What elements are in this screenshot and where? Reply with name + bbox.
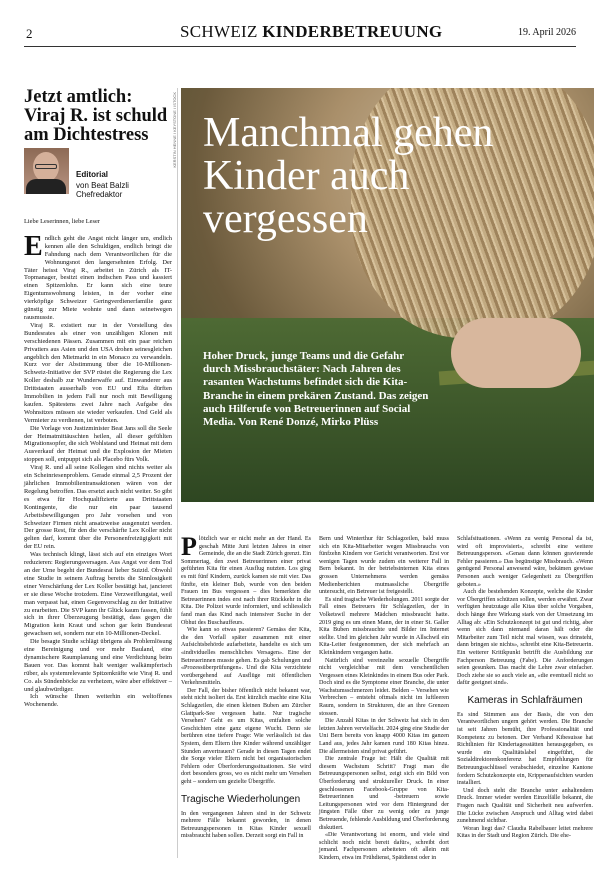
article-dropcap: P [181, 532, 197, 561]
article-paragraph: Natürlich sind vereinzelte sexuelle Übergriffe nicht vergleichbar mit dem verschentlichen Vergessen eines Kleinkindes in einem Bus oder Park. Doch sind es die Symptome einer Branche, die unter Wachstumsschmerzen leidet. Belden – Versehen wie Verbrechen – entsteht oftmals nicht im luftleeren Raum, sondern in Strukturen, die an ihre Grenzen stossen. [319, 657, 449, 717]
article-column-1 [181, 532, 311, 841]
feature-lead: Hoher Druck, junge Teams und die Gefahr durch Missbrauchstäter: Nach Jahren des rasanten Wachstums befindet sich die Kita-Branche in einem prekären Zustand. Das zeigen auch Hilferufe von Betreuerinnen auf Social Media. Von René Donzé, Mirko Plüss [203, 350, 429, 429]
article-paragraph: Es sind Stimmen aus der Basis, die von den Verantwortlichen ungern gehört werden. Die Branche ist seit Jahren bemüht, ihre Professionalität und Kompetenz zu betonen. Der Verband Kibesuisse hat Richtlinien für Kindertagesstätten herausgegeben, es wurde ein Qualitätslabel eingeführt, die Sozialdirektorenkonferenz hat Empfehlungen für Betreuungsschlüssel verabschiedet, einzelne Kantone fordern Schutzkonzepte ein, Krippenaufsichten wurden installiert. [457, 711, 593, 787]
editorial-signoff: Ich wünsche Ihnen weiterhin ein weltoffenes Wochenende. [24, 693, 172, 709]
author-role: Chefredaktor [76, 190, 123, 199]
editorial-paragraph: Viraj R. existiert nur in der Vorstellung des Bundesrates als einer von unzähligen Klonen mit verschiedenen Pässen. Zusammen mit ein paar reichen Privatiers aus Asien und den USA drohen seinesgleichen angeblich den Mietmarkt in ein Monaco zu verwandeln. Kurz vor der Abstimmung über die 10-Millionen-Schweiz-Initiative der SVP rüstet die Regierung die Lex Koller deshalb zur Wunderwaffe auf. Einwanderer aus Drittstaaten ausserhalb von EU und Efta dürften Immobilien in jedem Fall nur noch mit Bewilligung kaufen. Spätestens zwei Jahre nach Aufgabe des Wohnsitzes müssen sie wieder verkaufen. Und Geld als Vermieter zu verdienen, ist verboten. [24, 321, 172, 424]
article-column-3 [457, 536, 593, 841]
article-paragraph: Bern und Winterthur für Schlagzeilen, bald muss sich ein Kita-Mitarbeiter wegen Missbrauchs von fünfzehn Kindern vor Gericht verantworten. Erst vor wenigen Tagen wurde zudem ein weiterer Fall in Bern bekannt. In der betriebsinternen Kita eines grossen Unternehmens werden gemäss Medienberichten mutmassliche Übergriffe untersucht, ein Betreuer ist freigestellt. [319, 536, 449, 596]
editorial-block [24, 87, 174, 199]
editorial-salutation: Liebe Leserinnen, liebe Leser [24, 218, 100, 225]
author-name: von Beat Balzli [76, 181, 129, 190]
section-name: SCHWEIZ [180, 22, 258, 41]
editorial-headline: Jetzt amtlich: Viraj R. ist schuld am Dichtestress [24, 87, 168, 145]
article-paragraph: «Die Verantwortung ist enorm, und viele sind schlicht noch nicht bereit dafür», schreibt dort jemand. Fachpersonen arbeiteten oft allein mit Kindern, etwa im Frühdienst, Spätdienst oder in [319, 832, 449, 861]
editorial-label: Editorial [76, 170, 109, 179]
article-subheading: Kameras in Schlafräumen [467, 694, 583, 706]
editorial-paragraph: Die besagte Studie schlägt übrigens als Problemlösung eine Bereinigung und vor mehr Bauland, eine dynamischere Raumplanung und eine Verdichtung beim Bauen vor. Das kommt halt weniger walkämpferisch rüber, als systemrelevante Spitzenkräfte wie Viraj R. und Co. als Sündenböcke zu verheizen, wäre aber effektiver – und glaubwürdiger. [24, 638, 172, 693]
photo-credit: KERSTIN HENNE / KEYSTONE / ISTOCK [172, 92, 177, 168]
article-paragraph: Schlafsituationen. «Wenn zu wenig Personal da ist, wird oft improvisiert», schreibt eine weitere Betreuungsperson. «Genau dann können gravierende Fehler passieren.» Das begünstige Missbrauch. «Wenn genügend Personal anwesend wäre, bekämen gewisse Personen auch weniger Gelegenheit zu Übergriffen geboten.» [457, 536, 593, 588]
article-paragraph: Auch die bestehenden Konzepte, welche die Kinder vor Übergriffen schützen sollen, werden erwähnt. Zwar verfügten heutzutage alle Kitas über solche Vorgaben, doch hänge ihre Wirkung stark von der Umsetzung im Alltag ab: «Ein Schutzkonzept ist gut und richtig, aber wenn sich dann niemand daran hält oder die Mitarbeiter zum Teil nicht mal wissen, was drinsteht, dann bringen sie nichts», schreibt eine Kita-Betreuerin. Ein weiterer Kritikpunkt betrifft die Ausbildung zur Fachperson Betreuung (Fabe). Die Anforderungen seien gesunken. Das macht die Lehre zwar einfacher. Doch ziehe sie so auch viele an, «die eventuell nicht so dafür geeignet sind». [457, 589, 593, 687]
editorial-paragraph: Viraj R. und all seine Kollegen sind nichts weiter als ein Scheinriesenproblem. Gerade einmal 2,5 Prozent der jährlichen Immobilientransaktionen wären von der Regelung betroffen. Das ersetzt auch nicht weiter. So gibt es etwa für Hochqualifizierte aus Drittstaaten Kontingente, die nur ein paar tausend Arbeitsbewilligungen pro Jahr vorsehen und von Schweizer Firmen nicht ansatzweise ausgenutzt werden. Der grosse Rest, für den die verschärfte Lex Koller nicht gelten darf, kommt über die Personenfreizügigkeit mit der EU rein. [24, 464, 172, 551]
article-paragraph: Es sind tragische Wiederholungen. 2011 sorgte der Fall eines Betreuers für Schlagzeilen, der in Volketswil mehrere Mädchen missbraucht hatte. 2019 ging es um einen Mann, der in einer St. Galler Kita Buben missbrauchte und Bilder im Internet stellte. Und im gleichen Jahr wurde in Allschwil ein Kita-Leiter festgenommen, der sich mehrfach an Kleinkindern vergangen hatte. [319, 596, 449, 656]
author-avatar [24, 148, 69, 194]
header-rule [24, 46, 576, 47]
article-column-2 [319, 536, 449, 863]
issue-date: 19. April 2026 [517, 27, 576, 38]
section-kicker [180, 22, 442, 42]
article-paragraph: Die Anzahl Kitas in der Schweiz hat sich in den letzten Jahren vervielfacht. 2024 ging eine Studie der Uni Bern bereits von knapp 4000 Kitas im ganzen Land aus, jedes Jahr kamen rund 180 Kitas hinzu. Die allermeisten sind privat geführt. [319, 718, 449, 755]
editorial-dropcap: E [24, 230, 43, 262]
article-paragraph: Wie kann so etwas passieren? Gemäss der Kita, die den Vorfall später zusammen mit einer Aufsichtsbehörde aufarbeitete, handelte es sich um «individuelles menschliches Versagen». Eine der Betreuerinnen musste gehen. Es gab Schulungen und «Prozessüberprüfungen». Und die Kita verzichtete vorübergehend auf Ausflüge mit öffentlichen Verkehrsmitteln. [181, 627, 311, 687]
article-paragraph: Plötzlich war er nicht mehr an der Hand. Es geschah Mitte Juni letzten Jahres in einer Gemeinde, die an die Stadt Zürich grenzt. Ein Sommertag, den zwei Betreuerinnen einer privat geführten Kita für einen Ausflug nutzten. Los ging es mit fünf Kindern, zurück kamen sie mit vier. Das fünfte, ein kleiner Bub, wurde von den beiden Frauen im Bus vergessen – dies bemerkten die Betreuerinnen indes erst nach ihrer Rückkehr in die Kita. Die Polizei wurde informiert, und schliesslich fand man das Kind nach intensiver Suche in der Obhut des Buschauffeurs. [181, 532, 311, 626]
feature-byline: Von René Donzé, Mirko Plüss [238, 416, 379, 429]
article-paragraph: Der Fall, der bisher öffentlich nicht bekannt war, steht nicht isoliert da. Erst kürzlich machte eine Kita Schlagzeilen, die einen kleinen Buben am Zürcher Glattpark-See vergessen hatte. Nur tragische Versehen? Geht es um Kitas, entfalten solche Geschichten eine ganz eigene Wucht. Denn sie berühren eine tiefere Frage: Wie verlässlich ist das System, dem Eltern ihre Kinder während unzähliger Stunden anvertrauen? Gerade in diesen Tagen endet die Sorge vieler Eltern nicht bei organisatorischen Fehlern oder Überforderungssituationen. Sie wird dort besonders gross, wo es nicht mehr um Versehen geht – sondern um gezielte Übergriffe. [181, 687, 311, 785]
feature-photo [181, 88, 594, 502]
editorial-byline [76, 181, 129, 199]
article-paragraph: Und doch steht die Branche unter anhaltendem Druck. Immer wieder werden Einzelfälle bekannt, die Fragen nach Qualität und Sicherheit neu aufwerfen. Die Lücke zwischen Anspruch und Alltag wird dabei zunehmend sichtbar. [457, 787, 593, 825]
article-paragraph: In den vergangenen Jahren sind in der Schweiz mehrere Fälle bekannt geworden, in denen Betreuungspersonen in Kitas Kinder sexuell missbraucht haben sollen. Derzeit sorgt ein Fall in [181, 810, 311, 840]
editorial-paragraph: Endlich geht die Angst nicht länger um, endlich kennen alle den Schuldigen, endlich bringt die Fahndung nach dem Verantwortlichen für die Wohnungsnot den langersehnten Erfolg. Der Täter heisst Viraj R., arbeitet in Zürich als IT-Topmanager, besitzt einen indischen Pass und kassiert einen Spitzenlohn. Er kann sich eine teure Eigentumswohnung leisten, in der vorher eine vierköpfige Schweizer Geringverdienerfamilie ganz günstig zur Miete wohnte und dann seinetwegen rausmusste. [24, 230, 172, 321]
article-paragraph: Die zentrale Frage ist: Hält die Qualität mit diesem Wachstum Schritt? Fragt man die Betreuungspersonen selbst, zeigt sich ein Bild von Überforderung und struktureller Druck. In einer geschlossenen Facebook-Gruppe von Kita-Betreuerinnen und -betreuern sowie Leitungspersonen wird vor dem Hintergrund der jüngsten Fälle über zu wenig oder zu junge Betreuende, fehlende Ausbildung und Überforderung diskutiert. [319, 756, 449, 831]
article-subheading: Tragische Wiederholungen [181, 793, 301, 805]
editorial-body [24, 218, 172, 709]
feature-headline: Manchmal gehen Kinder auch vergessen [203, 110, 494, 242]
page-number: 2 [26, 26, 33, 41]
article-paragraph: Woran liegt das? Claudia Rabelbauer leitet mehrere Kitas in der Stadt und Region Zürich. Die ehe- [457, 825, 593, 840]
section-topic: KINDERBETREUUNG [262, 22, 443, 41]
column-divider [177, 88, 178, 858]
page-header [0, 0, 594, 44]
editorial-paragraph: Die Vorlage von Justizminister Beat Jans soll die Seele der Heimatmittäuschten heilen, all dieser gefühlten Migrationsopfer, die sich Wohlstand und Heimat mit dem Ausverkauf der Heimat und die Explosion der Mieten stoppen soll, entpuppt sich als Placebo fürs Volk. [24, 424, 172, 464]
editorial-paragraph: Was technisch klingt, lässt sich auf ein einziges Wort reduzieren: Regierungsversagen. Aus Angst vor dem Tod an der Urne begeht der Bundesrat lieber Suizid. Obwohl eine Studie in seinem Auftrag bereits die Sinnlosigkeit einer Verschärfung der Lex Koller bestätigt hat, jancieret er sie diese Woche trotzdem. Eine Verzweiflungstat, weil man verpasst hat, einen Gegenvorschlag zu der Initiative zu erarbeiten. Die SVP kann ihr Glück kaum fassen, fühlt sich in ihrer Überzeugung bestätigt, dass gegen die Migration kein Kraut und schon gar kein Bundesrat gewachsen sei, sondern nur ein 10-Millionen-Deckel. [24, 551, 172, 638]
